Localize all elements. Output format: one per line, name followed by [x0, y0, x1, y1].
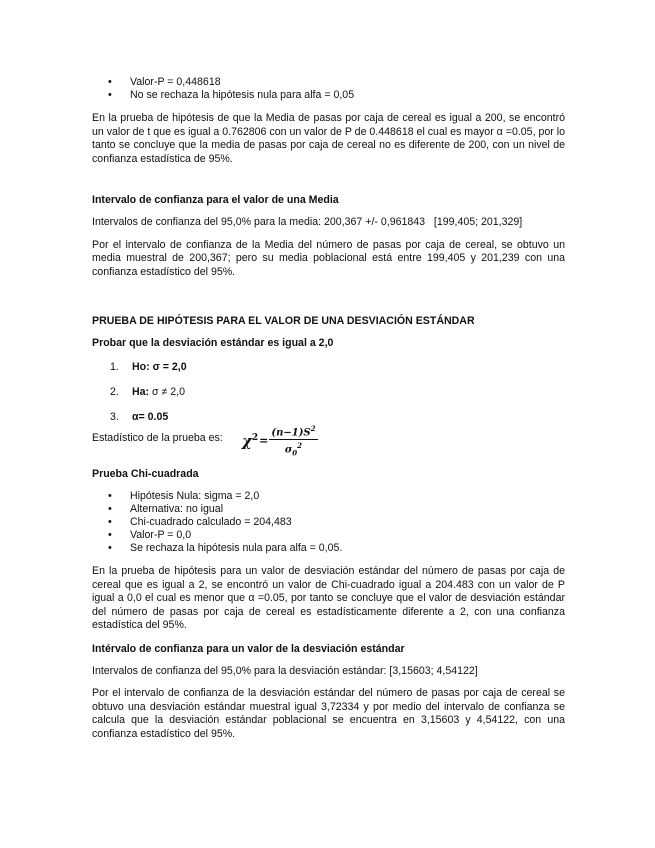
section-title: PRUEBA DE HIPÓTESIS PARA EL VALOR DE UNA DESVIACIÓN ESTÁNDAR	[92, 315, 475, 327]
test-statistic-row	[92, 424, 565, 458]
formula-numerator: (n−1)S	[271, 427, 311, 439]
ci-mean-line: Intervalos de confianza del 95,0% para la media: 200,367 +/- 0,961843 [199,405; 201,329]	[92, 216, 523, 228]
chi-symbol: χ	[242, 431, 252, 450]
list-item: • Valor-P = 0,0	[92, 529, 565, 542]
chi-test-paragraph: En la prueba de hipótesis para un valor de desviación estándar del número de pasas por caja de cereal que es igual a 2, se encontró un valor de Chi-cuadrado igual a 204.483 con un valor de P igual a 0,0 el cual es menor que α =0.05, por tanto se concluye que el valor de desviación estándar del número de pasas por caja de cereal es estadísticamente diferente a 2, con una confianza estadística del 95%.	[92, 565, 565, 631]
formula-fraction	[269, 424, 317, 458]
ci-mean-paragraph: Por el intervalo de confianza de la Media del número de pasas por caja de cereal, se obtuvo un media muestral de 200,367; pero su media poblacional está entre 199,405 y 201,239 con una confianza estadístico del 95%.	[92, 238, 565, 278]
list-item: • No se rechaza la hipótesis nula para alfa = 0,05	[92, 89, 565, 102]
chi-test-bullets	[92, 490, 565, 555]
step-bold: Ha:	[132, 386, 153, 398]
list-item	[92, 411, 565, 424]
list-item: • Hipótesis Nula: sigma = 2,0	[92, 490, 565, 503]
list-item: • Se rechaza la hipótesis nula para alfa = 0,05.	[92, 542, 565, 555]
section-subtitle: Probar que la desviación estándar es igual a 2,0	[92, 337, 334, 349]
denominator-subscript: 0	[292, 448, 298, 458]
ci-mean-heading: Intervalo de confianza para el valor de una Media	[92, 194, 339, 206]
chi-square-formula	[242, 424, 318, 458]
hypothesis-steps	[92, 361, 565, 424]
step-bold: α= 0.05	[132, 411, 169, 423]
list-item: • Alternativa: no igual	[92, 503, 565, 516]
list-item: • Valor-P = 0,448618	[92, 76, 565, 89]
list-item	[92, 386, 565, 399]
ci-sd-paragraph: Por el intervalo de confianza de la desviación estándar del número de pasas por caja de cereal se obtuvo una desviación estándar muestral igual 3,72334 y por medio del intervalo de confianza se calcula que la desviación estándar poblacional se encuentra en 3,15603 y 4,54122, con una confianza estadístico del 95%.	[92, 687, 565, 740]
step-number: 1.	[110, 361, 119, 373]
step-text: σ ≠ 2,0	[152, 386, 185, 398]
ci-sd-line: Intervalos de confianza del 95,0% para la desviación estándar: [3,15603; 4,54122]	[92, 664, 478, 677]
step-number: 3.	[110, 411, 119, 423]
formula-denominator: σ	[284, 444, 293, 456]
list-item	[92, 361, 565, 374]
chi-exponent: 2	[251, 432, 259, 443]
denominator-exponent: 2	[297, 441, 302, 451]
equals-sign: =	[259, 434, 269, 448]
result-bullets	[92, 76, 565, 102]
step-number: 2.	[110, 386, 119, 398]
list-item: • Chi-cuadrado calculado = 204,483	[92, 516, 565, 529]
test-statistic-label: Estadístico de la prueba es:	[92, 432, 223, 444]
document-page	[92, 76, 565, 741]
step-bold: Ho: σ = 2,0	[132, 361, 187, 373]
ci-sd-heading: Intérvalo de confianza para un valor de la desviación estándar	[92, 642, 405, 655]
mean-test-paragraph: En la prueba de hipótesis de que la Media de pasas por caja de cereal es igual a 200, se encontró un valor de t que es igual a 0.762806 con un valor de P de 0.448618 el cual es mayor α =0.05, por lo tanto se concluye que la media de pasas por caja de cereal no es diferente de 200, con un nivel de confianza estadística de 95%.	[92, 112, 565, 165]
numerator-exponent: 2	[310, 424, 316, 433]
chi-test-heading: Prueba Chi-cuadrada	[92, 468, 199, 480]
